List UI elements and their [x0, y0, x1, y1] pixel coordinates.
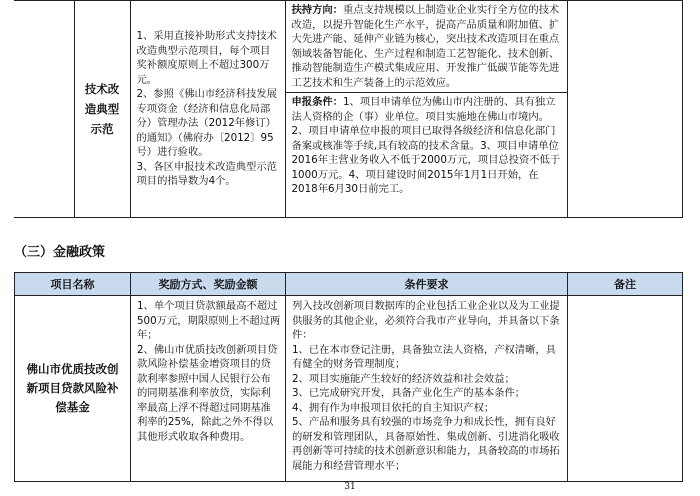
- conditions-intro: 列入技改创新项目数据库的企业包括工业企业以及为工业提供服务的其他企业，必须符合我市产业导向，并具备以下条件：: [292, 300, 560, 341]
- support-direction-text: 重点支持规模以上制造业企业实行全方位的技术改造，以提升智能化生产水平，提高产品质量和附加值、扩大先进产能、延伸产业链为核心，突出技术改造项目在重点领域装备智能化、生产过程和制造工艺智能化、技术创新、推动智能制造生产模式集成应用、开发推广低碳节能等先进工艺技术和生产装备上的示范效应。: [291, 4, 560, 89]
- remarks-cell: [568, 296, 683, 482]
- project-name-cell: 技术改造典型示范: [74, 1, 130, 218]
- upper-policy-table: [14, 0, 683, 218]
- remarks-cell: [567, 1, 682, 218]
- header-reward: 奖励方式、奖励金额: [131, 273, 286, 296]
- condition-item: 5、产品和服务具有较强的市场竞争力和成长性，拥有良好的研发和管理团队，具备原始性、集成创新、引进消化吸收再创新等可持续的技术创新意识和能力，具备较高的市场拓展能力和经营管理水平；: [292, 416, 560, 472]
- reward-item: 2、佛山市优质技改创新项目贷款风险补偿基金增资项目的贷款利率参照中国人民银行公布的同期基准利率放贷，实际利率最高上浮不得超过同期基准利率的25%，除此之外不得以其他形式收取各种费用。: [137, 343, 278, 443]
- condition-item: 3、已完成研究开发，具备产业化生产的基本条件；: [292, 387, 526, 399]
- section-heading: （三）金融政策: [14, 245, 106, 260]
- condition-item: 2、项目实施能产生较好的经济效益和社会效益；: [292, 372, 515, 385]
- reward-cell: [131, 296, 286, 482]
- reward-item: 2、参照《佛山市经济科技发展专项资金（经济和信息化局部分）管理办法（2012年修订）的通知》（佛府办〔2012〕95号）进行验收。: [136, 88, 277, 159]
- header-remarks: 备注: [568, 273, 683, 296]
- reward-item: 1、采用直接补助形式支持技术改造典型示范项目，每个项目奖补额度原则上不超过300万元。: [136, 30, 277, 86]
- reward-item: 3、各区申报技术改造典型示范项目的指导数为4个。: [136, 160, 277, 188]
- reward-cell: [130, 1, 285, 218]
- application-conditions-label: 申报条件：: [291, 96, 343, 108]
- table-header-row: [15, 273, 683, 296]
- conditions-cell: [286, 296, 568, 482]
- reward-item: 1、单个项目贷款额最高不超过500万元，期限原则上不超过两年；: [137, 300, 281, 341]
- project-name-cell: 佛山市优质技改创新项目贷款风险补偿基金: [15, 296, 131, 482]
- support-direction: [292, 3, 561, 90]
- row-divider: [286, 92, 567, 93]
- table-row: [15, 296, 683, 482]
- application-conditions: [292, 95, 561, 197]
- header-conditions: 条件要求: [286, 273, 568, 296]
- condition-item: 4、拥有作为申报项目依托的自主知识产权；: [292, 401, 495, 414]
- page-number: 31: [344, 482, 356, 492]
- condition-item: 1、已在本市登记注册，具备独立法人资格，产权清晰，具有健全的财务管理制度；: [292, 343, 556, 370]
- conditions-cell: [285, 1, 567, 218]
- header-project-name: 项目名称: [15, 273, 131, 296]
- blank-cell: [14, 1, 74, 218]
- finance-policy-table: [14, 272, 683, 482]
- support-direction-label: 扶持方向：: [291, 4, 343, 16]
- application-conditions-text: 1、项目申请单位为佛山市内注册的、具有独立法人资格的企（事）业单位。项目实施地在佛山市境内。2、项目申请单位申报的项目已取得各级经济和信息化部门备案或核准等手续,具有较高的技术含量。3、项目申请单位2016年主营业务收入不低于2000万元，项目总投资不低于1000万元。4、项目建设时间2015年1月1日开始，在2018年6月30日前完工。: [291, 96, 561, 195]
